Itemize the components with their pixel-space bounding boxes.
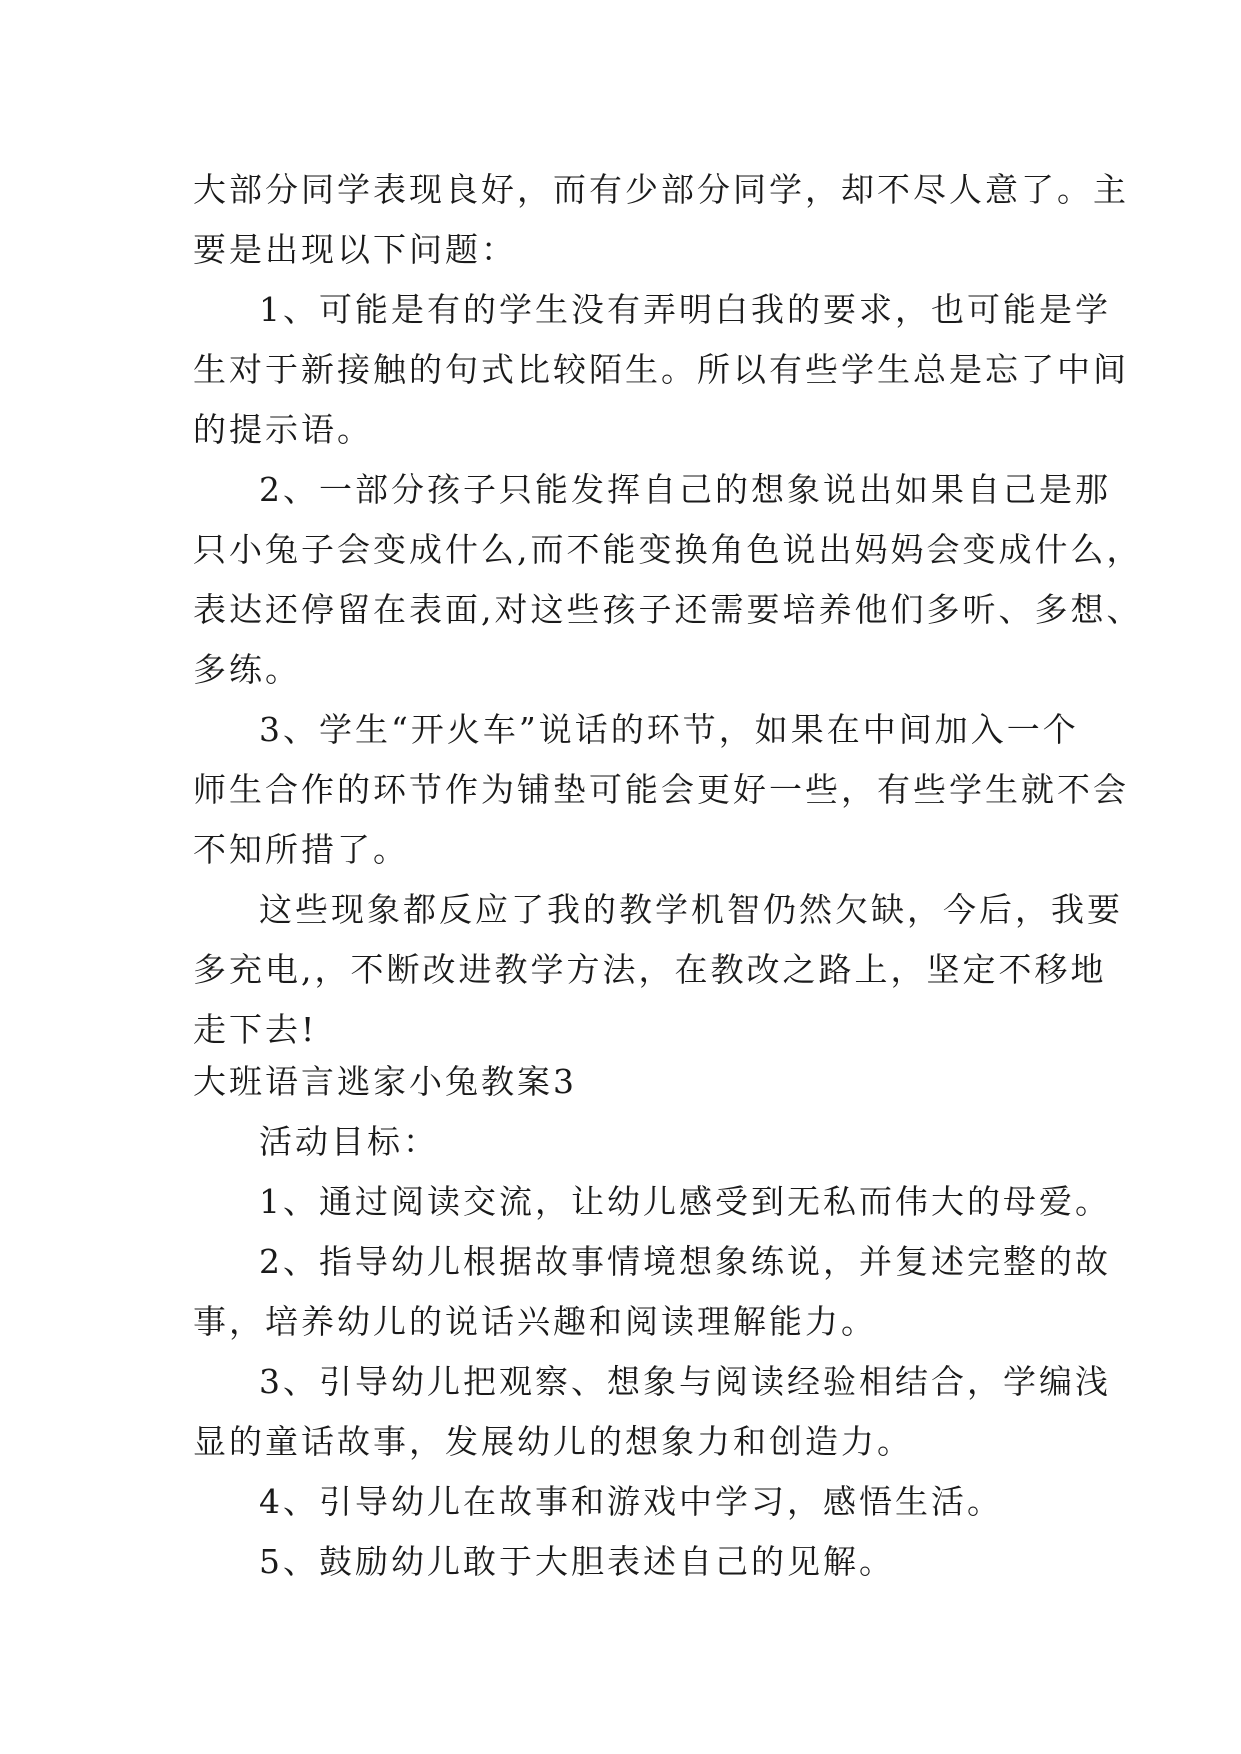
paragraph-line: 的提示语。 <box>193 410 373 449</box>
paragraph-line: 只小兔子会变成什么,而不能变换角色说出妈妈会变成什么， <box>193 530 1143 569</box>
paragraph-line: 师生合作的环节作为铺垫可能会更好一些，有些学生就不会 <box>193 770 1129 809</box>
list-item-line: 3、学生“开火车”说话的环节，如果在中间加入一个 <box>259 710 1079 749</box>
paragraph-line: 大部分同学表现良好，而有少部分同学，却不尽人意了。主 <box>193 170 1129 209</box>
paragraph-line: 要是出现以下问题： <box>193 230 517 269</box>
list-item-line: 2、指导幼儿根据故事情境想象练说，并复述完整的故 <box>259 1242 1111 1281</box>
paragraph-line: 多充电,，不断改进教学方法，在教改之路上，坚定不移地 <box>193 950 1107 989</box>
paragraph-line: 表达还停留在表面,对这些孩子还需要培养他们多听、多想、 <box>193 590 1143 629</box>
list-item-line: 1、可能是有的学生没有弄明白我的要求，也可能是学 <box>259 290 1111 329</box>
list-item-line: 1、通过阅读交流，让幼儿感受到无私而伟大的母爱。 <box>259 1182 1111 1221</box>
paragraph-line: 生对于新接触的句式比较陌生。所以有些学生总是忘了中间 <box>193 350 1129 389</box>
list-item-line: 3、引导幼儿把观察、想象与阅读经验相结合，学编浅 <box>259 1362 1111 1401</box>
paragraph-line: 这些现象都反应了我的教学机智仍然欠缺，今后，我要 <box>259 890 1123 929</box>
paragraph-line: 事，培养幼儿的说话兴趣和阅读理解能力。 <box>193 1302 877 1341</box>
list-item-line: 5、鼓励幼儿敢于大胆表述自己的见解。 <box>259 1542 895 1581</box>
paragraph-line: 不知所措了。 <box>193 830 409 869</box>
document-page <box>193 160 1143 1592</box>
paragraph-line: 走下去! <box>193 1010 318 1049</box>
paragraph-line: 多练。 <box>193 650 301 689</box>
list-item-line: 2、一部分孩子只能发挥自己的想象说出如果自己是那 <box>259 470 1111 509</box>
paragraph-line: 显的童话故事，发展幼儿的想象力和创造力。 <box>193 1422 913 1461</box>
section-title: 大班语言逃家小兔教案3 <box>193 1062 577 1101</box>
list-item-line: 4、引导幼儿在故事和游戏中学习，感悟生活。 <box>259 1482 1003 1521</box>
section-line: 活动目标： <box>259 1122 439 1161</box>
